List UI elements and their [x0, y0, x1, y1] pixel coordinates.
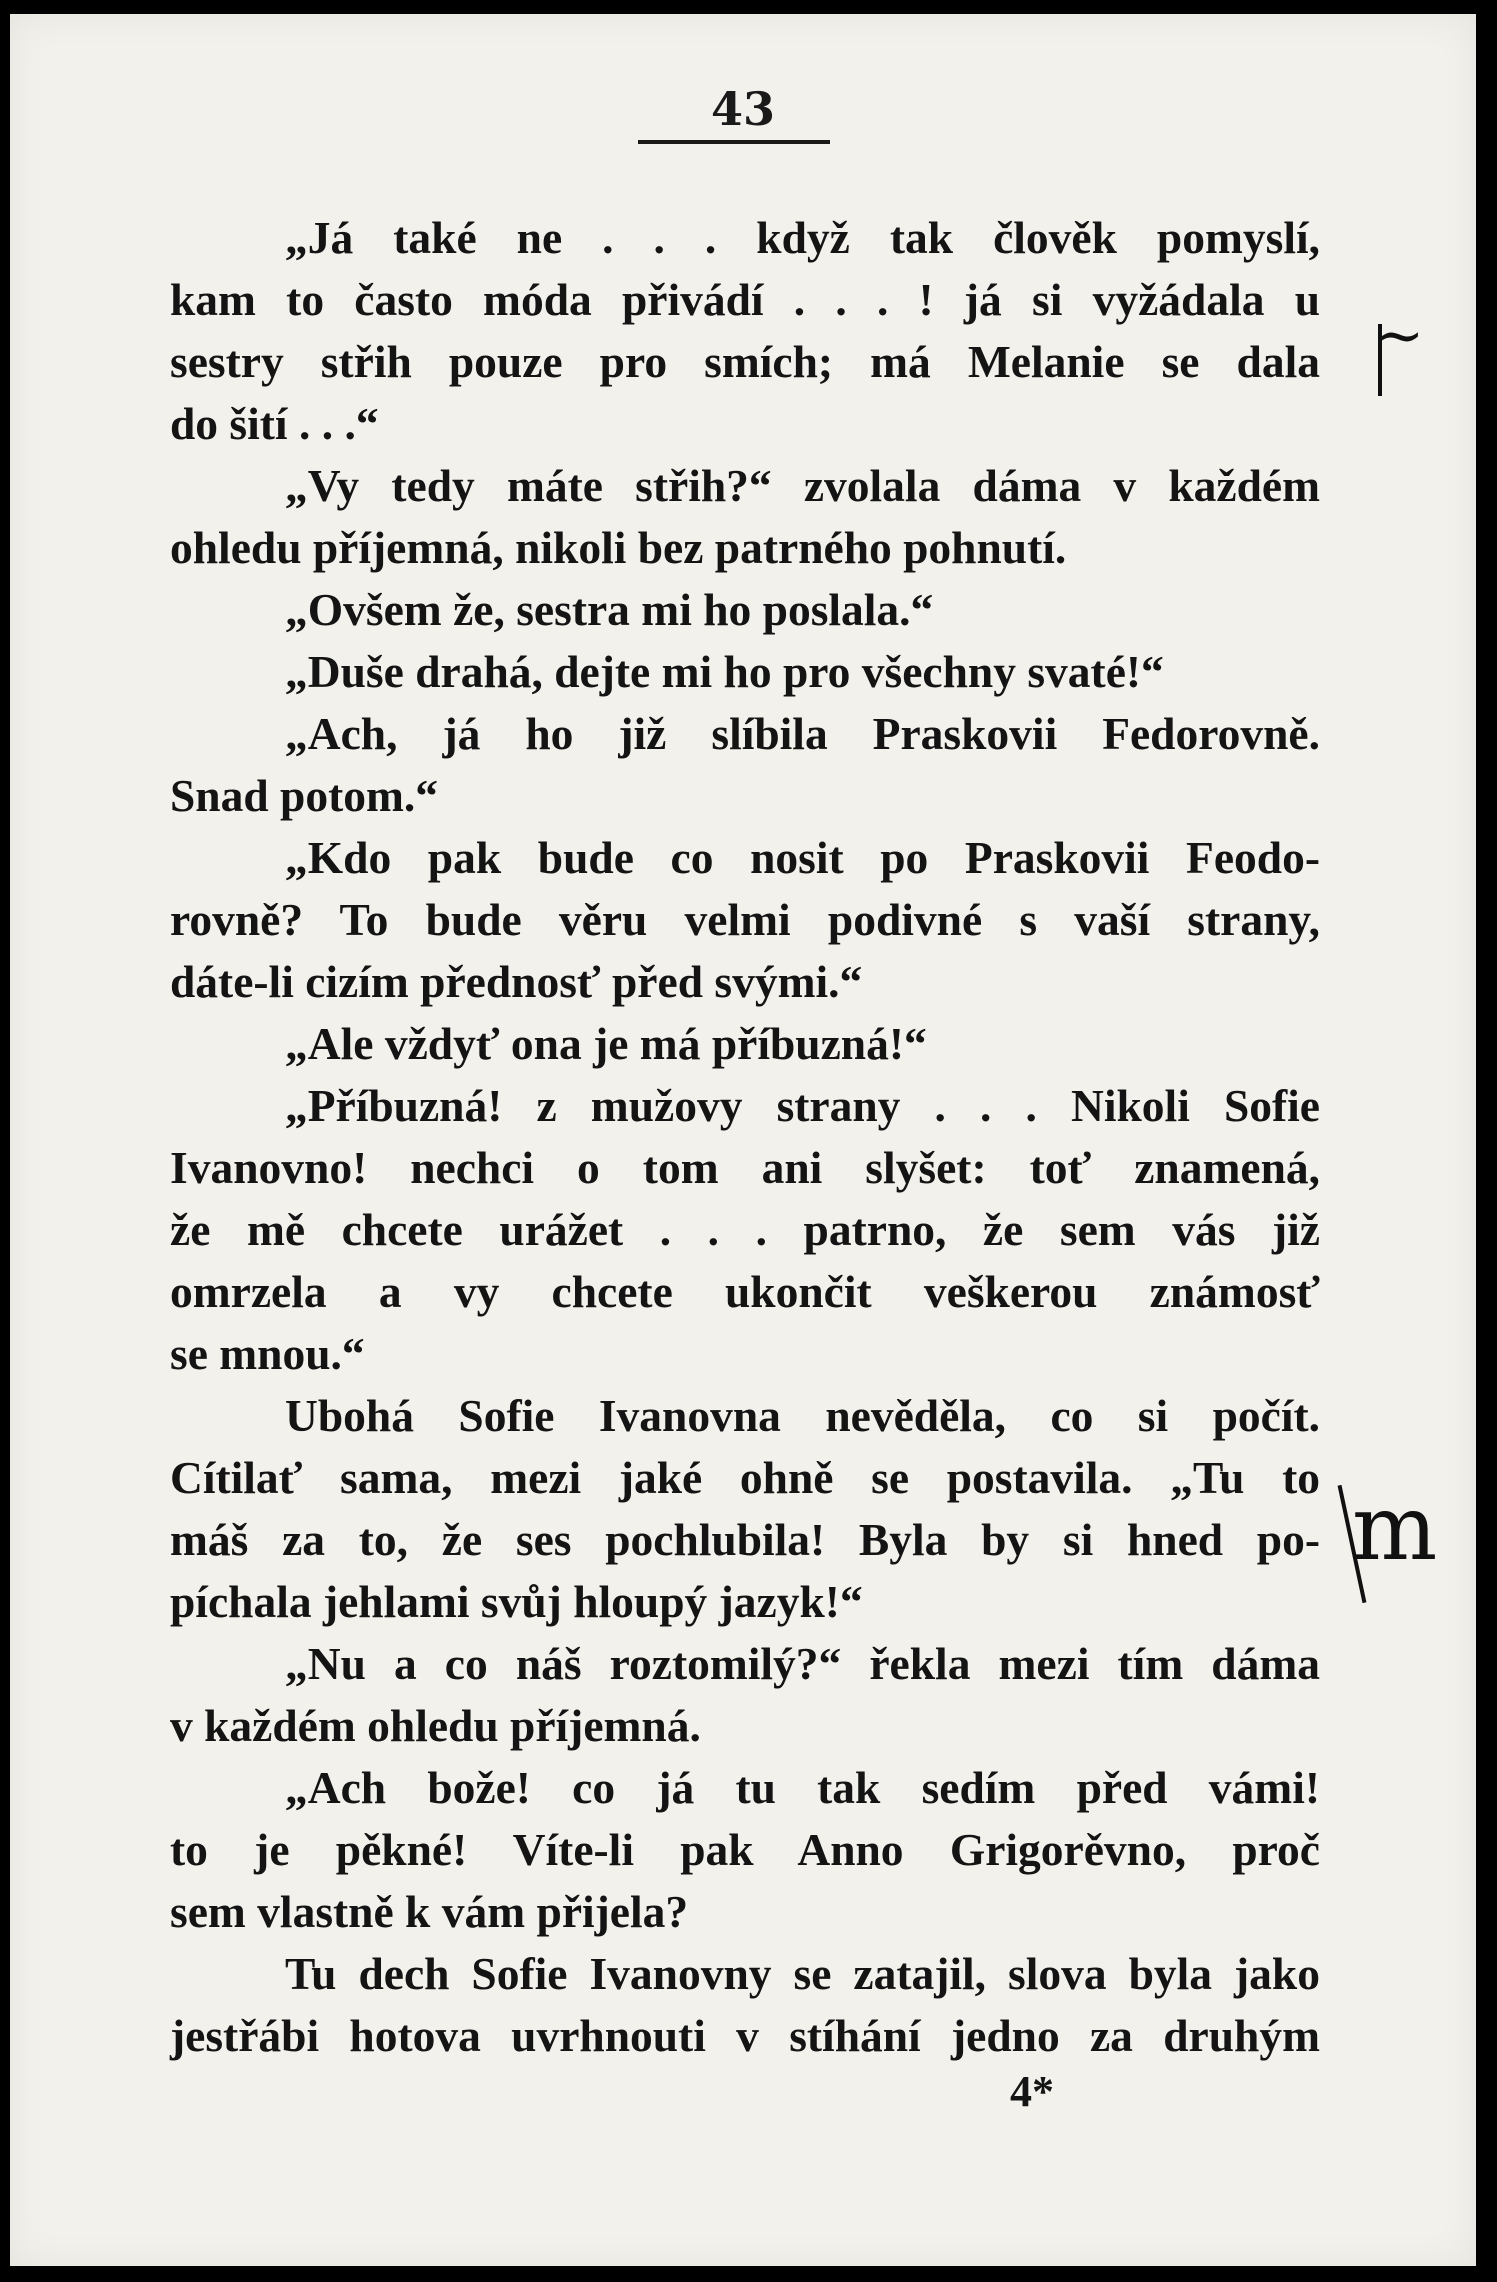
page-number-rule — [638, 140, 830, 144]
text-line: ohledu příjemná, nikoli bez patrného pohnutí. — [170, 522, 1067, 573]
text-line: Snad potom.“ — [170, 770, 439, 821]
text-line: do šití . . .“ — [170, 398, 379, 449]
book-page — [10, 14, 1476, 2266]
margin-handwritten-note: m — [1352, 1476, 1438, 1581]
text-line: „Ach, já ho již slíbila Praskovii Fedorovně. — [285, 708, 1320, 759]
text-line: Ubohá Sofie Ivanovna nevěděla, co si počít. — [285, 1390, 1320, 1441]
printer-signature: 4* — [1010, 2067, 1054, 2116]
text-line: píchala jehlami svůj hloupý jazyk!“ — [170, 1576, 863, 1627]
text-line: „Ach bože! co já tu tak sedím před vámi! — [285, 1762, 1320, 1813]
page-number: 43 — [710, 82, 775, 136]
text-line: jestřábi hotova uvrhnouti v stíhání jedno za druhým — [170, 2010, 1320, 2061]
text-line: „Duše drahá, dejte mi ho pro všechny svaté!“ — [285, 646, 1164, 697]
text-line: kam to často móda přivádí . . . ! já si vyžádala u — [170, 274, 1320, 325]
text-line: „Nu a co náš roztomilý?“ řekla mezi tím dáma — [285, 1638, 1320, 1689]
text-line: Cítilať sama, mezi jaké ohně se postavila. „Tu to — [170, 1452, 1320, 1503]
text-line: „Kdo pak bude co nosit po Praskovii Feodo- — [285, 832, 1320, 883]
text-line: sestry střih pouze pro smích; má Melanie se dala — [170, 336, 1320, 387]
text-line: rovně? To bude věru velmi podivné s vaší strany, — [170, 894, 1320, 945]
text-line: sem vlastně k vám přijela? — [170, 1886, 689, 1937]
text-line: „Vy tedy máte střih?“ zvolala dáma v každém — [285, 460, 1320, 511]
text-line: že mě chcete urážet . . . patrno, že sem vás již — [170, 1204, 1320, 1255]
text-line: se mnou.“ — [170, 1328, 365, 1379]
text-line: „Já také ne . . . když tak člověk pomyslí, — [285, 212, 1320, 263]
margin-handwritten-note: ~ — [1374, 301, 1425, 371]
text-line: „Příbuzná! z mužovy strany . . . Nikoli Sofie — [285, 1080, 1320, 1131]
text-line: v každém ohledu příjemná. — [170, 1700, 701, 1751]
text-line: „Ale vždyť ona je má příbuzná!“ — [285, 1018, 927, 1069]
text-line: dáte-li cizím přednosť před svými.“ — [170, 956, 863, 1007]
page-body — [170, 207, 1320, 2067]
text-line: máš za to, že ses pochlubila! Byla by si hned po- — [170, 1514, 1320, 1565]
text-line: Tu dech Sofie Ivanovny se zatajil, slova byla jako — [285, 1948, 1320, 1999]
text-line: omrzela a vy chcete ukončit veškerou známosť — [170, 1266, 1320, 1317]
text-line: to je pěkné! Víte-li pak Anno Grigorěvno, proč — [170, 1824, 1320, 1875]
text-line: „Ovšem že, sestra mi ho poslala.“ — [285, 584, 934, 635]
text-line: Ivanovno! nechci o tom ani slyšet: toť znamená, — [170, 1142, 1320, 1193]
